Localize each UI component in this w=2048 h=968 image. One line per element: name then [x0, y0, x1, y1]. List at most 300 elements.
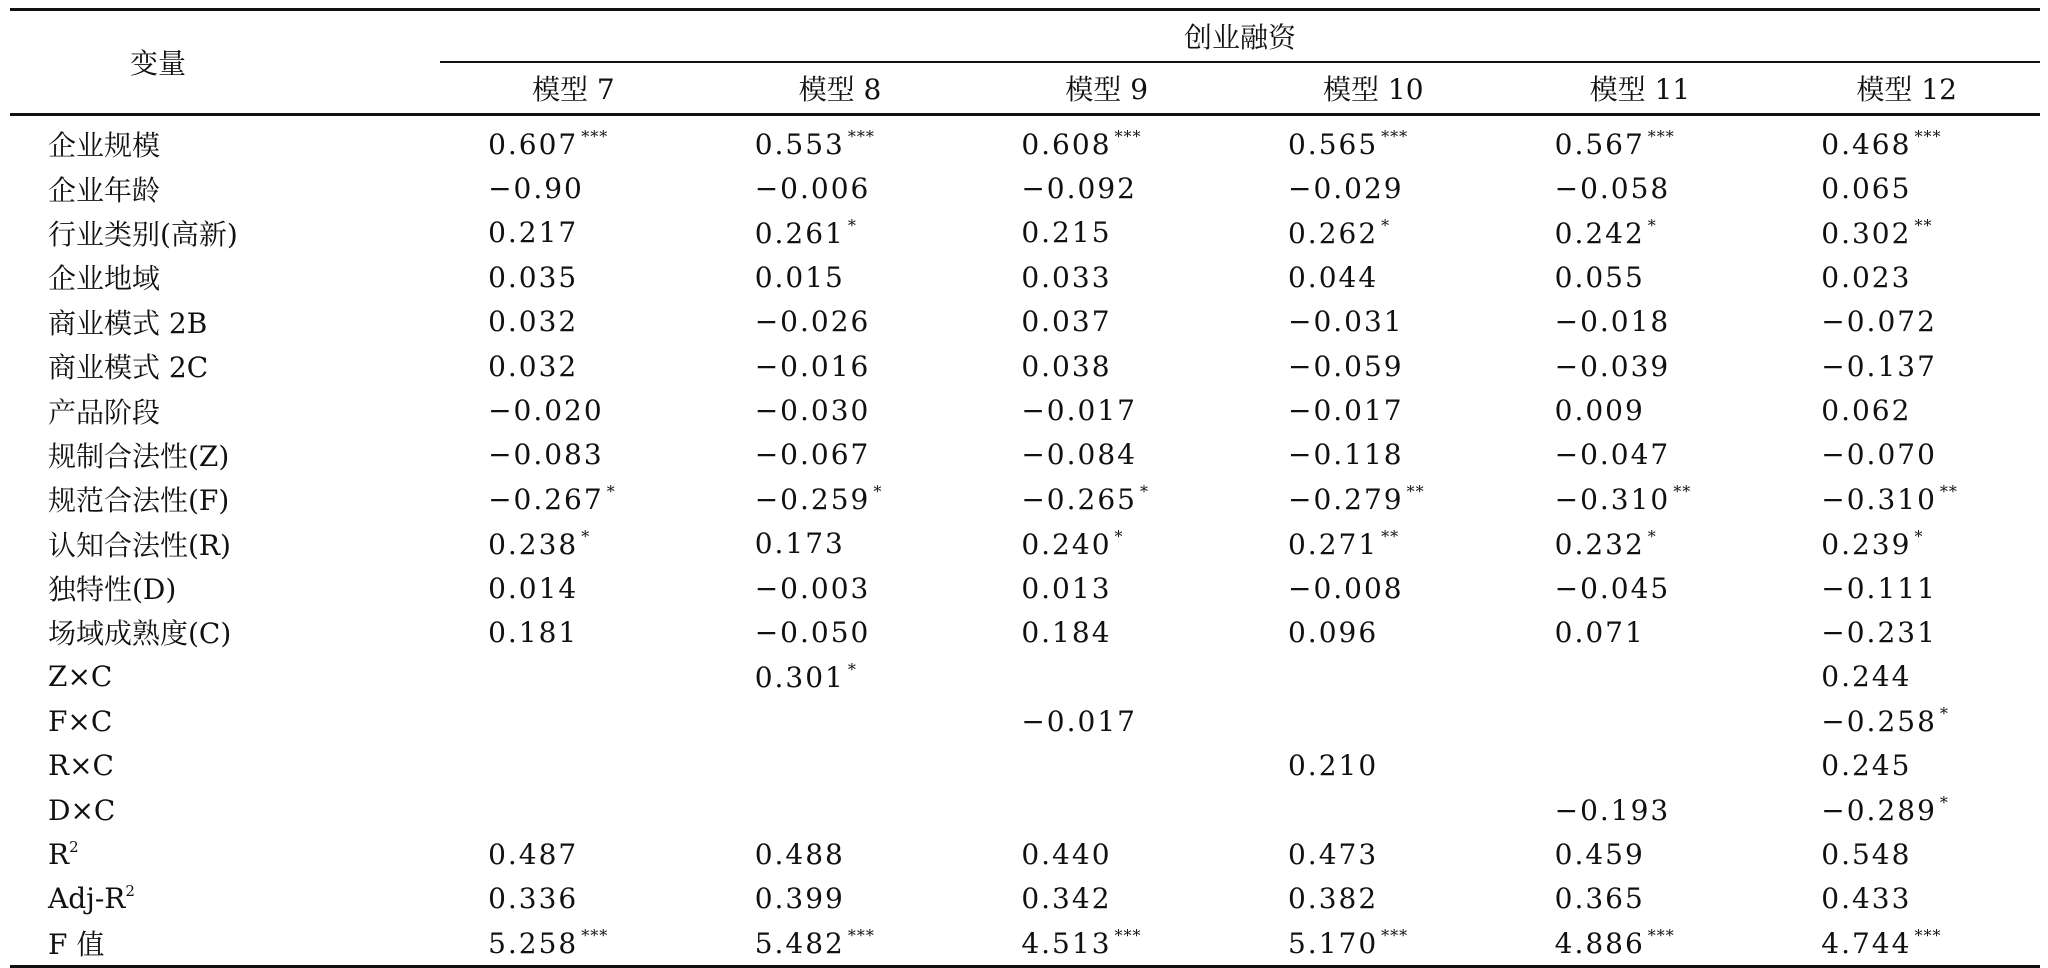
significance-stars: *: [1381, 215, 1391, 235]
coefficient-cell: [1773, 300, 2040, 344]
coefficient-value: 0.239: [1821, 527, 1912, 561]
coefficient-value: −0.084: [1021, 438, 1137, 472]
coefficient-cell: [707, 166, 974, 210]
coefficient-cell: [1507, 877, 1774, 921]
coefficient-cell: [973, 388, 1240, 432]
coefficient-cell: [707, 477, 974, 521]
coefficient-value: 4.744: [1821, 927, 1912, 961]
coefficient-value: 0.065: [1821, 172, 1912, 206]
coefficient-cell: [1240, 115, 1507, 167]
variable-label-text: 场域成熟度(C): [48, 617, 232, 651]
coefficient-value: 0.567: [1554, 128, 1645, 162]
coefficient-value: 0.210: [1287, 749, 1379, 783]
coefficient-cell: [1507, 166, 1774, 210]
coefficient-value: 0.232: [1554, 527, 1645, 561]
coefficient-value: −0.031: [1287, 305, 1404, 339]
coefficient-cell: [440, 832, 707, 876]
model-header: 模型 12: [1856, 73, 1957, 106]
coefficient-cell: [440, 566, 707, 610]
coefficient-cell: [1773, 610, 2040, 654]
coefficient-cell: [973, 877, 1240, 921]
significance-stars: ***: [1647, 127, 1675, 147]
coefficient-cell: [707, 300, 974, 344]
variable-label-text: R: [48, 837, 70, 871]
coefficient-cell: [707, 832, 974, 876]
variable-label: [10, 877, 440, 921]
table-row: [10, 522, 2040, 566]
coefficient-value: −0.289: [1821, 794, 1937, 828]
coefficient-value: −0.111: [1821, 571, 1937, 605]
header-row-group: [10, 10, 2040, 63]
variable-label-text: 商业模式 2C: [48, 351, 209, 385]
coefficient-cell: [440, 300, 707, 344]
coefficient-cell: [1240, 300, 1507, 344]
coefficient-value: 0.217: [488, 216, 579, 250]
table-row: [10, 921, 2040, 967]
coefficient-value: 5.258: [488, 927, 579, 961]
regression-results-table: [10, 8, 2040, 968]
significance-stars: *: [581, 526, 591, 546]
coefficient-cell: [707, 743, 974, 787]
coefficient-cell: [1773, 477, 2040, 521]
coefficient-cell: [973, 699, 1240, 743]
coefficient-cell: [973, 832, 1240, 876]
coefficient-cell: [1773, 433, 2040, 477]
coefficient-cell: [973, 610, 1240, 654]
significance-stars: **: [1914, 215, 1933, 235]
coefficient-cell: [1773, 743, 2040, 787]
coefficient-value: 0.440: [1021, 837, 1112, 871]
coefficient-cell: [973, 477, 1240, 521]
coefficient-value: −0.018: [1554, 305, 1671, 339]
table-row: [10, 655, 2040, 699]
coefficient-cell: [440, 877, 707, 921]
coefficient-value: 0.184: [1021, 615, 1112, 649]
coefficient-cell: [1773, 255, 2040, 299]
coefficient-value: 0.607: [488, 128, 579, 162]
coefficient-value: 4.513: [1021, 927, 1112, 961]
table-row: [10, 743, 2040, 787]
coefficient-value: 0.055: [1554, 260, 1645, 294]
table-row: [10, 832, 2040, 876]
significance-stars: *: [847, 659, 857, 679]
coefficient-value: 0.244: [1821, 660, 1912, 694]
coefficient-value: 0.015: [754, 260, 845, 294]
significance-stars: *: [1914, 526, 1924, 546]
coefficient-value: −0.026: [754, 305, 871, 339]
model-header: 模型 7: [532, 73, 615, 106]
variable-label-text: D×C: [48, 793, 116, 827]
significance-stars: ***: [1114, 127, 1142, 147]
coefficient-cell: [707, 255, 974, 299]
coefficient-cell: [440, 788, 707, 832]
superscript-exponent: 2: [125, 882, 135, 901]
variable-label-text: 规制合法性(Z): [48, 439, 230, 473]
coefficient-cell: [707, 699, 974, 743]
coefficient-value: 0.013: [1021, 571, 1112, 605]
significance-stars: ***: [1914, 926, 1942, 946]
regression-table-container: [10, 8, 2040, 968]
coefficient-cell: [1507, 566, 1774, 610]
coefficient-cell: [973, 433, 1240, 477]
model-header: 模型 8: [798, 73, 882, 106]
variable-label: [10, 832, 440, 876]
variable-label-text: F×C: [48, 704, 113, 738]
coefficient-value: −0.265: [1021, 483, 1137, 517]
coefficient-value: 0.336: [488, 882, 579, 916]
variable-label-text: 企业年龄: [48, 173, 161, 207]
table-row: [10, 566, 2040, 610]
coefficient-cell: [707, 566, 974, 610]
coefficient-cell: [1507, 610, 1774, 654]
coefficient-value: 0.032: [488, 349, 579, 383]
coefficient-value: 0.342: [1021, 882, 1112, 916]
significance-stars: **: [1673, 482, 1692, 502]
coefficient-cell: [1240, 655, 1507, 699]
coefficient-value: −0.006: [754, 172, 871, 206]
coefficient-cell: [973, 743, 1240, 787]
coefficient-value: −0.008: [1287, 571, 1404, 605]
coefficient-value: −0.083: [488, 438, 604, 472]
coefficient-cell: [1507, 655, 1774, 699]
coefficient-cell: [707, 921, 974, 967]
coefficient-cell: [440, 610, 707, 654]
coefficient-value: −0.003: [754, 571, 871, 605]
variable-label-text: F 值: [48, 928, 105, 962]
significance-stars: *: [1647, 526, 1657, 546]
coefficient-cell: [1240, 921, 1507, 967]
significance-stars: **: [1939, 482, 1958, 502]
coefficient-cell: [440, 211, 707, 255]
coefficient-cell: [1773, 344, 2040, 388]
coefficient-cell: [1507, 211, 1774, 255]
coefficient-cell: [1240, 522, 1507, 566]
significance-stars: *: [1939, 704, 1949, 724]
coefficient-cell: [1240, 566, 1507, 610]
coefficient-cell: [1773, 566, 2040, 610]
coefficient-value: 0.238: [488, 527, 579, 561]
coefficient-value: 5.482: [754, 927, 845, 961]
significance-stars: *: [1647, 215, 1657, 235]
coefficient-cell: [1507, 433, 1774, 477]
coefficient-cell: [440, 433, 707, 477]
coefficient-value: 0.096: [1287, 615, 1379, 649]
coefficient-cell: [440, 921, 707, 967]
coefficient-value: −0.058: [1554, 172, 1671, 206]
coefficient-cell: [1773, 655, 2040, 699]
coefficient-cell: [1773, 788, 2040, 832]
variable-label: [10, 566, 440, 610]
table-row: [10, 115, 2040, 167]
coefficient-value: −0.017: [1287, 394, 1404, 428]
coefficient-cell: [1507, 477, 1774, 521]
coefficient-cell: [973, 255, 1240, 299]
significance-stars: ***: [1381, 127, 1409, 147]
significance-stars: *: [1139, 482, 1149, 502]
variable-label: [10, 699, 440, 743]
coefficient-cell: [1507, 699, 1774, 743]
coefficient-value: −0.039: [1554, 349, 1671, 383]
table-row: [10, 211, 2040, 255]
coefficient-value: 0.302: [1821, 216, 1912, 250]
coefficient-cell: [440, 477, 707, 521]
variable-label-text: 产品阶段: [48, 395, 161, 429]
significance-stars: ***: [1381, 926, 1409, 946]
coefficient-cell: [973, 344, 1240, 388]
coefficient-value: 0.488: [754, 837, 845, 871]
significance-stars: *: [847, 215, 857, 235]
coefficient-value: 0.382: [1287, 882, 1379, 916]
coefficient-value: −0.267: [488, 483, 604, 517]
variable-label-text: 企业地域: [48, 262, 161, 296]
model-header: 模型 11: [1589, 73, 1691, 106]
coefficient-value: 4.886: [1554, 927, 1645, 961]
coefficient-value: 0.487: [488, 837, 579, 871]
coefficient-value: 0.459: [1554, 837, 1645, 871]
table-row: [10, 344, 2040, 388]
coefficient-value: 0.433: [1821, 882, 1912, 916]
coefficient-cell: [1240, 788, 1507, 832]
coefficient-cell: [1507, 788, 1774, 832]
coefficient-cell: [1240, 166, 1507, 210]
coefficient-cell: [1240, 388, 1507, 432]
coefficient-value: 0.468: [1821, 128, 1912, 162]
coefficient-value: −0.193: [1554, 793, 1671, 827]
significance-stars: **: [1406, 482, 1425, 502]
coefficient-cell: [973, 921, 1240, 967]
coefficient-cell: [707, 433, 974, 477]
table-header: [10, 10, 2040, 115]
coefficient-cell: [973, 788, 1240, 832]
coefficient-value: 0.553: [754, 128, 845, 162]
coefficient-cell: [440, 388, 707, 432]
coefficient-cell: [1240, 255, 1507, 299]
coefficient-cell: [1773, 832, 2040, 876]
coefficient-value: −0.90: [488, 172, 584, 206]
significance-stars: *: [1939, 793, 1949, 813]
variable-label-text: 独特性(D): [48, 573, 177, 607]
coefficient-value: 0.014: [488, 571, 579, 605]
coefficient-value: −0.070: [1821, 438, 1937, 472]
variable-label: [10, 115, 440, 167]
coefficient-value: 0.261: [754, 216, 845, 250]
coefficient-value: −0.047: [1554, 438, 1671, 472]
coefficient-value: 0.271: [1287, 527, 1379, 561]
table-row: [10, 477, 2040, 521]
coefficient-cell: [440, 115, 707, 167]
table-row: [10, 388, 2040, 432]
coefficient-value: 0.365: [1554, 882, 1645, 916]
coefficient-value: −0.067: [754, 438, 871, 472]
coefficient-cell: [707, 610, 974, 654]
variable-label: [10, 166, 440, 210]
coefficient-cell: [973, 300, 1240, 344]
coefficient-value: 0.301: [754, 660, 845, 694]
coefficient-cell: [1507, 300, 1774, 344]
coefficient-cell: [1240, 832, 1507, 876]
significance-stars: ***: [1914, 127, 1942, 147]
model-header: 模型 10: [1323, 73, 1424, 106]
coefficient-value: 0.565: [1287, 128, 1379, 162]
variable-label-text: Adj-R: [48, 882, 126, 916]
coefficient-value: −0.020: [488, 394, 604, 428]
coefficient-cell: [1773, 522, 2040, 566]
significance-stars: ***: [847, 926, 875, 946]
coefficient-cell: [707, 655, 974, 699]
financing-group-header: 创业融资: [440, 10, 2040, 63]
variable-label-text: R×C: [48, 749, 114, 783]
coefficient-cell: [1773, 699, 2040, 743]
coefficient-value: 0.173: [754, 527, 845, 561]
coefficient-value: −0.017: [1021, 704, 1137, 738]
coefficient-cell: [1240, 877, 1507, 921]
coefficient-cell: [1240, 433, 1507, 477]
table-row: [10, 699, 2040, 743]
superscript-exponent: 2: [69, 837, 79, 856]
coefficient-value: 0.033: [1021, 260, 1112, 294]
coefficient-value: −0.118: [1287, 438, 1404, 472]
coefficient-cell: [1507, 743, 1774, 787]
coefficient-cell: [1507, 388, 1774, 432]
coefficient-value: 0.062: [1821, 394, 1912, 428]
coefficient-value: 5.170: [1287, 927, 1379, 961]
variable-label-text: 商业模式 2B: [48, 306, 208, 340]
coefficient-cell: [440, 166, 707, 210]
coefficient-cell: [973, 115, 1240, 167]
variable-label: [10, 921, 440, 967]
coefficient-value: −0.072: [1821, 305, 1937, 339]
coefficient-cell: [707, 344, 974, 388]
coefficient-cell: [1773, 921, 2040, 967]
coefficient-cell: [1507, 832, 1774, 876]
coefficient-cell: [1507, 921, 1774, 967]
coefficient-cell: [973, 566, 1240, 610]
coefficient-cell: [440, 255, 707, 299]
coefficient-cell: [973, 166, 1240, 210]
coefficient-value: −0.259: [754, 483, 871, 517]
coefficient-value: 0.023: [1821, 260, 1912, 294]
variable-label: [10, 344, 440, 388]
coefficient-cell: [1240, 699, 1507, 743]
coefficient-value: 0.038: [1021, 349, 1112, 383]
coefficient-value: 0.035: [488, 260, 579, 294]
coefficient-value: −0.030: [754, 394, 871, 428]
variable-label: [10, 211, 440, 255]
coefficient-cell: [1240, 610, 1507, 654]
coefficient-cell: [973, 655, 1240, 699]
variable-label-text: 行业类别(高新): [48, 217, 238, 251]
coefficient-cell: [707, 522, 974, 566]
variable-label-text: Z×C: [48, 660, 113, 694]
coefficient-cell: [1240, 211, 1507, 255]
coefficient-cell: [440, 699, 707, 743]
coefficient-cell: [1507, 522, 1774, 566]
coefficient-value: −0.029: [1287, 172, 1404, 206]
coefficient-cell: [1507, 115, 1774, 167]
coefficient-value: −0.310: [1554, 483, 1671, 517]
table-row: [10, 433, 2040, 477]
coefficient-cell: [1507, 344, 1774, 388]
coefficient-value: 0.399: [754, 882, 845, 916]
variable-label-text: 认知合法性(R): [48, 528, 231, 562]
coefficient-cell: [973, 522, 1240, 566]
significance-stars: ***: [847, 127, 875, 147]
table-row: [10, 166, 2040, 210]
variable-column-header: 变量: [130, 47, 187, 80]
significance-stars: ***: [581, 926, 609, 946]
significance-stars: **: [1381, 526, 1400, 546]
coefficient-value: −0.059: [1287, 349, 1404, 383]
variable-label: [10, 788, 440, 832]
variable-label: [10, 433, 440, 477]
coefficient-value: −0.137: [1821, 349, 1937, 383]
coefficient-value: 0.473: [1287, 837, 1379, 871]
coefficient-cell: [707, 115, 974, 167]
coefficient-value: 0.037: [1021, 305, 1112, 339]
table-row: [10, 877, 2040, 921]
variable-label: [10, 477, 440, 521]
coefficient-cell: [440, 655, 707, 699]
coefficient-value: 0.009: [1554, 394, 1645, 428]
coefficient-cell: [1773, 388, 2040, 432]
coefficient-value: −0.017: [1021, 394, 1137, 428]
coefficient-cell: [707, 388, 974, 432]
variable-label: [10, 255, 440, 299]
coefficient-value: 0.240: [1021, 527, 1112, 561]
variable-label: [10, 743, 440, 787]
coefficient-cell: [707, 788, 974, 832]
coefficient-value: −0.050: [754, 615, 871, 649]
coefficient-value: −0.092: [1021, 172, 1137, 206]
coefficient-value: 0.071: [1554, 615, 1645, 649]
coefficient-value: −0.258: [1821, 705, 1937, 739]
coefficient-cell: [440, 522, 707, 566]
coefficient-value: 0.181: [488, 615, 579, 649]
table-body: [10, 115, 2040, 967]
significance-stars: ***: [581, 127, 609, 147]
coefficient-value: 0.548: [1821, 837, 1912, 871]
coefficient-value: −0.231: [1821, 615, 1937, 649]
table-row: [10, 788, 2040, 832]
significance-stars: *: [1114, 526, 1124, 546]
variable-label: [10, 388, 440, 432]
coefficient-cell: [1240, 477, 1507, 521]
coefficient-cell: [440, 743, 707, 787]
significance-stars: *: [873, 482, 883, 502]
variable-label-text: 企业规模: [48, 129, 161, 163]
table-row: [10, 255, 2040, 299]
table-row: [10, 610, 2040, 654]
table-row: [10, 300, 2040, 344]
variable-label: [10, 610, 440, 654]
significance-stars: ***: [1647, 926, 1675, 946]
coefficient-cell: [440, 344, 707, 388]
coefficient-value: −0.045: [1554, 571, 1671, 605]
variable-label: [10, 655, 440, 699]
coefficient-value: 0.215: [1021, 216, 1112, 250]
coefficient-cell: [973, 211, 1240, 255]
coefficient-cell: [1773, 166, 2040, 210]
coefficient-value: 0.242: [1554, 216, 1645, 250]
coefficient-value: 0.262: [1287, 216, 1379, 250]
coefficient-value: 0.044: [1287, 260, 1379, 294]
coefficient-value: 0.032: [488, 305, 579, 339]
significance-stars: ***: [1114, 926, 1142, 946]
coefficient-value: −0.310: [1821, 483, 1937, 517]
model-header: 模型 9: [1065, 73, 1149, 106]
coefficient-value: 0.608: [1021, 128, 1112, 162]
coefficient-cell: [1240, 344, 1507, 388]
